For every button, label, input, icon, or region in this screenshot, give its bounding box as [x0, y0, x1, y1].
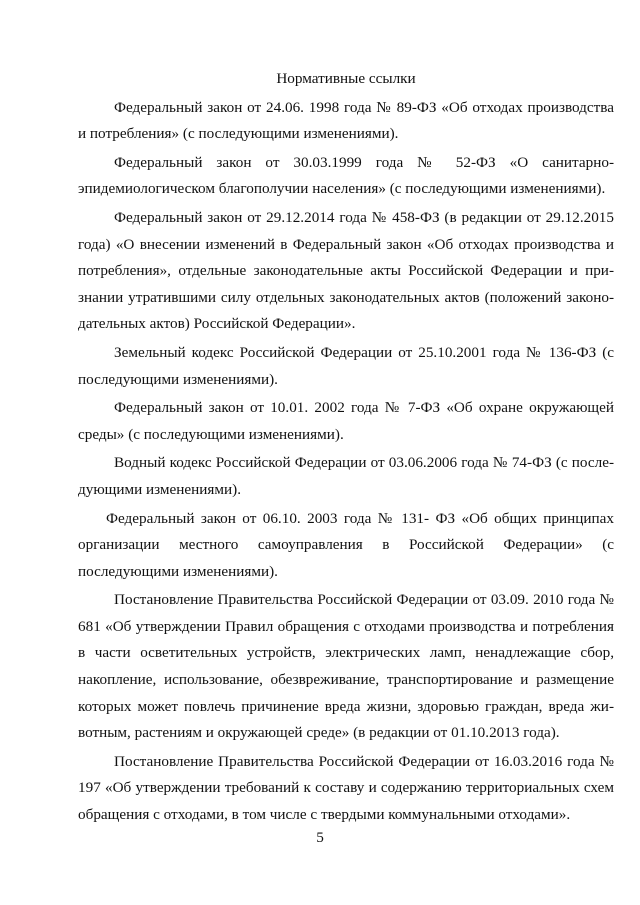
- reference-federal-law-458: Федеральный закон от 29.12.2014 года № 458-ФЗ (в редакции от 29.12.2015 года) «О внесении изменений в Федеральный закон «Об отходах производства и потребления», отдельные законодательные акты Российской Федерации и признании утратившими силу отдельных законодательных актов (положений законодательных актов) Российской Федерации».: [78, 208, 614, 333]
- reference-federal-law-7: Федеральный закон от 10.01. 2002 года № 7-ФЗ «Об охране окружающей среды» (с последующими изменениями).: [78, 399, 614, 443]
- page-number: 5: [316, 829, 324, 846]
- reference-government-decree-197: Постановление Правительства Российской Федерации от 16.03.2016 года № 197 «Об утверждении требований к составу и содержанию территориальных схем обращения с отходами, в том числе с твердыми коммунальными отходами».: [78, 752, 614, 824]
- reference-federal-law-52: Федеральный закон от 30.03.1999 года № 52-ФЗ «О санитарно-эпидемиологическом благополучии населения» (с последующими изменениями).: [78, 153, 614, 198]
- section-heading: Нормативные ссылки: [276, 70, 416, 87]
- reference-federal-law-89: Федеральный закон от 24.06. 1998 года № 89-ФЗ «Об отходах производства и потребления» (с последующими изменениями).: [78, 98, 614, 143]
- reference-government-decree-681: Постановление Правительства Российской Федерации от 03.09. 2010 года № 681 «Об утверждении Правил обращения с отходами производства и потребления в части осветительных устройств, электрических ламп, ненадлежащие сбор, накопление, использование, обезвреживание, транспортирование и размещение которых может повлечь причинение вреда жизни, здоровью граждан, вреда животным, растениям и окружающей среде» (в редакции от 01.10.2013 года).: [78, 591, 614, 742]
- reference-federal-law-131: Федеральный закон от 06.10. 2003 года № 131- ФЗ «Об общих принципах организации местного самоуправления в Российской Федерации» (с последующими изменениями).: [78, 509, 614, 580]
- document-body: [78, 66, 614, 831]
- reference-land-code: Земельный кодекс Российской Федерации от 25.10.2001 года № 136-ФЗ (с последующими изменениями).: [78, 343, 614, 388]
- reference-water-code: Водный кодекс Российской Федерации от 03.06.2006 года № 74-ФЗ (с последующими изменениями).: [78, 454, 614, 498]
